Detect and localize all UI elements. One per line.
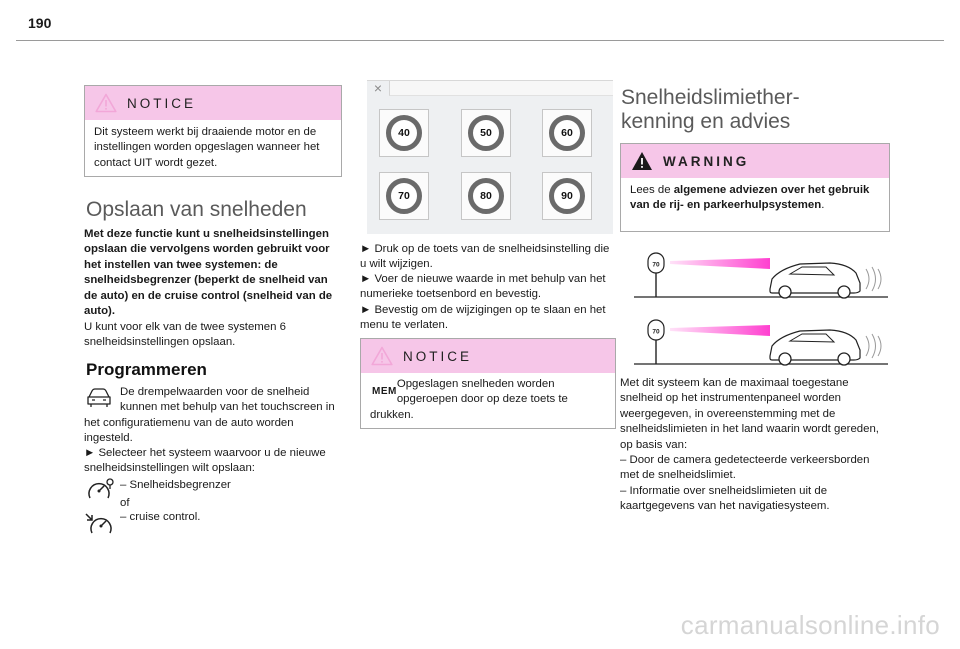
option-limiter-label: – Snelheidsbegrenzer (120, 479, 231, 491)
mem-button-icon: MEM (372, 386, 397, 397)
warning-text-end: . (821, 199, 825, 212)
prog-text: De drempelwaarden voor de snelheid kunnen met behulp van het touchscreen in het configuratiemenu van de auto worden ingesteld. (84, 386, 335, 445)
recognition-body: Met dit systeem kan de maximaal toegestane snelheid op het instrumentenpaneel worden weergegeven, in overeenstemming met de snelheidslimieten in het land waarin wordt gereden, op basis van: (620, 377, 879, 451)
roadside-sign-label: 70 (652, 328, 660, 336)
option-cruise (84, 510, 342, 538)
option-or: of (120, 497, 130, 509)
notice-mem-text-2: drukken. (370, 408, 414, 421)
speed-settings-screen (367, 80, 613, 234)
speed-limit-sign: 40 (386, 115, 422, 151)
middle-step: ► Voer de nieuwe waarde in met behulp van het numerieke toetsenbord en bevestig. (360, 273, 606, 301)
speed-preset-button[interactable] (379, 172, 429, 220)
warning-text-plain: Lees de (630, 184, 674, 196)
recognition-bullet: – Informatie over snelheidslimieten uit de kaartgegevens van het navigatiesysteem. (620, 485, 830, 513)
notice-mem-text (361, 373, 615, 431)
cruise-control-icon (84, 510, 118, 538)
speed-limit-sign: 60 (549, 115, 585, 151)
notice-box-mem (360, 338, 616, 429)
middle-step: ► Druk op de toets van de snelheidsinstelling die u wilt wijzigen. (360, 243, 610, 271)
speed-preset-button[interactable] (542, 172, 592, 220)
notice-header (85, 86, 341, 120)
speed-preset-button[interactable] (379, 109, 429, 157)
close-icon[interactable]: × (373, 80, 383, 96)
page-number: 190 (28, 15, 52, 31)
speed-preset-button[interactable] (542, 109, 592, 157)
speed-limit-sign: 70 (386, 178, 422, 214)
speed-limit-sign: 80 (468, 178, 504, 214)
intro-bold: Met deze functie kunt u snelheidsinstellingen opslaan die vervolgens worden gebruikt voor het instellen van twee systemen: de snelheidsbegrenzer (beperkt de snelheid van de auto) en de cruise control (snelheid van de auto). (84, 228, 333, 318)
notice-header (361, 339, 615, 373)
section-title-programmeren: Programmeren (86, 360, 207, 379)
caution-triangle-icon (371, 346, 393, 366)
notice-title: NOTICE (403, 348, 473, 364)
warning-text-bold: algemene adviezen over het gebruik van de rij- en parkeerhulpsystemen (630, 184, 870, 212)
title-line-2: kenning en advies (621, 110, 791, 133)
prog-step: ► Selecteer het systeem waarvoor u de nieuwe snelheidsinstellingen wilt opslaan: (84, 447, 326, 475)
roadside-sign-label: 70 (652, 261, 660, 269)
intro-text: U kunt voor elk van de twee systemen 6 snelheidsinstellingen opslaan. (84, 321, 286, 349)
watermark: carmanualsonline.info (680, 610, 940, 640)
warning-title: WARNING (663, 153, 750, 169)
notice-title: NOTICE (127, 95, 197, 111)
section-title-speed-recognition (621, 86, 881, 134)
option-cruise-label: – cruise control. (120, 511, 201, 523)
middle-step: ► Bevestig om de wijzigingen op te slaan en het menu te verlaten. (360, 304, 606, 332)
top-divider (16, 40, 944, 41)
speed-limit-sign: 90 (549, 178, 585, 214)
screen-topbar (367, 81, 613, 96)
prog-paragraph (84, 385, 342, 447)
speed-preset-button[interactable] (461, 109, 511, 157)
notice-box (84, 85, 342, 177)
speed-limit-sign: 50 (468, 115, 504, 151)
caution-triangle-icon (95, 93, 117, 113)
notice-mem-text-1: Opgeslagen snelheden worden opgeroepen door op deze toets te (396, 378, 568, 406)
speed-preset-button[interactable] (461, 172, 511, 220)
section-title-opslaan: Opslaan van snelheden (86, 198, 307, 221)
camera-detection-illustration (620, 247, 890, 305)
warning-text (621, 178, 889, 222)
speed-limiter-icon (84, 478, 118, 506)
warning-triangle-icon (631, 151, 653, 171)
navigation-data-illustration (620, 312, 890, 372)
notice-text: Dit systeem werkt bij draaiende motor en de instellingen worden opgeslagen wanneer het contact UIT wordt gezet. (94, 126, 320, 169)
warning-header (621, 144, 889, 178)
recognition-bullet: – Door de camera gedetecteerde verkeersborden met de snelheidslimiet. (620, 454, 870, 482)
title-line-1: Snelheidslimiether- (621, 86, 800, 109)
menu-car-icon (84, 385, 118, 413)
warning-box (620, 143, 890, 232)
screen-title-bar (389, 81, 613, 96)
